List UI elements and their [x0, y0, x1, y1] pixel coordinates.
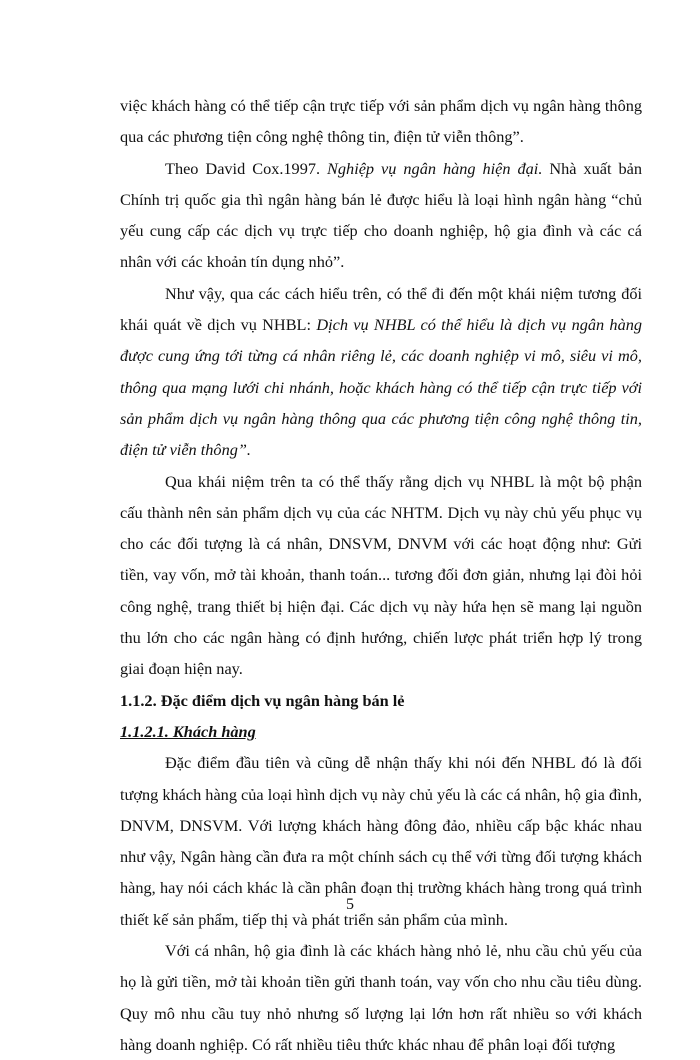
section-heading: 1.1.2. Đặc điểm dịch vụ ngân hàng bán lẻ — [120, 690, 405, 710]
paragraph-concept-summary: Qua khái niệm trên ta có thể thấy rằng dịch vụ NHBL là một bộ phận cấu thành nên sản phẩm dịch vụ của các NHTM. Dịch vụ này chủ yếu phục vụ cho các đối tượng là cá nhân, DNSVM, DNVM với các hoạt động như: Gửi tiền, vay vốn, mở tài khoản, thanh toán... tương đối đơn giản, nhưng lại đòi hỏi công nghệ, trang thiết bị hiện đại. Các dịch vụ này hứa hẹn sẽ mang lại nguồn thu lớn cho các ngân hàng có định hướng, chiến lược phát triển hợp lý trong giai đoạn hiện nay. — [120, 471, 642, 679]
paragraph-david-cox-lead: Theo David Cox.1997. — [165, 158, 328, 178]
paragraph-david-cox — [120, 153, 642, 278]
book-title: Nghiệp vụ ngân hàng hiện đại. — [327, 158, 543, 178]
body-text — [120, 90, 642, 1060]
page-number: 5 — [346, 896, 354, 913]
paragraph-definition — [120, 278, 642, 466]
paragraph-continuation: việc khách hàng có thể tiếp cận trực tiếp với sản phẩm dịch vụ ngân hàng thông qua các phương tiện công nghệ thông tin, điện tử viễn thông”. — [120, 96, 642, 147]
paragraph-individuals: Với cá nhân, hộ gia đình là các khách hàng nhỏ lẻ, nhu cầu chủ yếu của họ là gửi tiền, mở tài khoản tiền gửi thanh toán, vay vốn cho nhu cầu tiêu dùng. Quy mô nhu cầu tuy nhỏ nhưng số lượng lại lớn hơn rất nhiều so với khách hàng doanh nghiệp. Có rất nhiều tiêu thức khác nhau để phân loại đối tượng — [120, 941, 642, 1054]
subsection-heading — [120, 716, 642, 747]
paragraph-david-cox-rest: Nhà xuất bản Chính trị quốc gia thì ngân hàng bán lẻ được hiểu là loại hình ngân hàng “chủ yếu cung cấp các dịch vụ trực tiếp cho doanh nghiệp, hộ gia đình và các cá nhân với các khoản tín dụng nhỏ”. — [120, 158, 643, 272]
paragraph-customers: Đặc điểm đầu tiên và cũng dễ nhận thấy khi nói đến NHBL đó là đối tượng khách hàng của loại hình dịch vụ này chủ yếu là các cá nhân, hộ gia đình, DNVM, DNSVM. Với lượng khách hàng đông đảo, nhiều cấp bậc khác nhau như vậy, Ngân hàng cần đưa ra một chính sách cụ thể với từng đối tượng khách hàng, hay nói cách khác là cần phân đoạn thị trường khách hàng trong quá trình thiết kế sản phẩm, tiếp thị và phát triển sản phẩm của mình. — [120, 753, 642, 929]
definition-italic: Dịch vụ NHBL có thể hiểu là dịch vụ ngân hàng được cung ứng tới từng cá nhân riêng lẻ, các doanh nghiệp vi mô, siêu vi mô, thông qua mạng lưới chi nhánh, hoặc khách hàng có thể tiếp cận trực tiếp với sản phẩm dịch vụ ngân hàng thông qua các phương tiện công nghệ thông tin, điện tử viễn thông”. — [120, 315, 642, 460]
subsection-heading-text: 1.1.2.1. Khách hàng — [120, 721, 256, 741]
paragraph-definition-lead: Như vậy, qua các cách hiểu trên, có thể đi đến một khái niệm tương đối khái quát về dịch vụ NHBL: — [120, 283, 642, 335]
